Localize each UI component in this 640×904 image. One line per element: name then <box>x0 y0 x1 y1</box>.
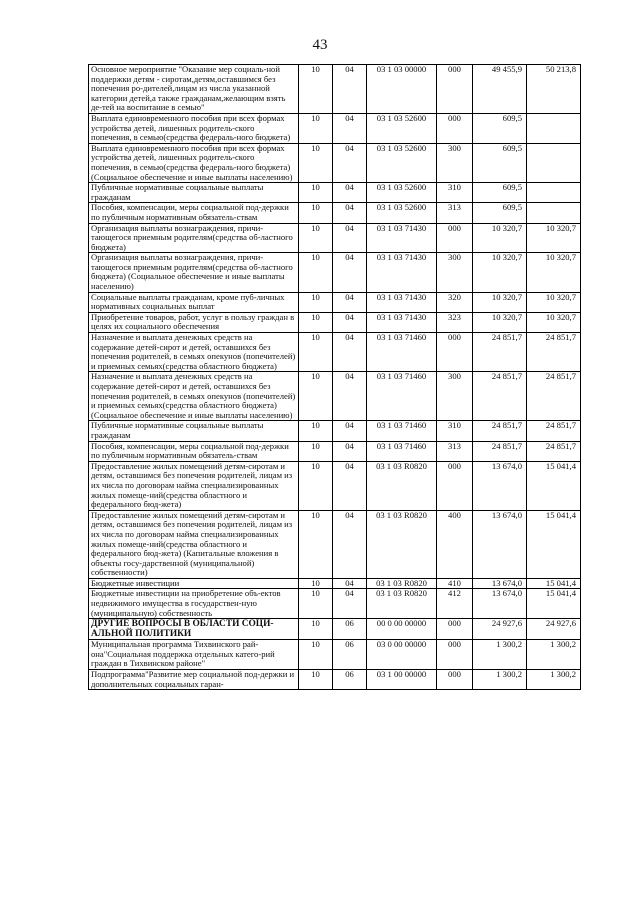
subsection-code-cell: 04 <box>333 510 367 578</box>
expense-type-cell: 323 <box>437 312 473 332</box>
amount-year1-cell: 609,5 <box>473 183 527 203</box>
subsection-code-cell: 04 <box>333 589 367 619</box>
amount-year2-cell <box>527 183 581 203</box>
table-row <box>89 619 581 640</box>
target-article-cell: 03 0 00 00000 <box>367 640 437 670</box>
section-code-cell: 10 <box>299 372 333 421</box>
row-name-cell: Организация выплаты вознаграждения, причи-тающегося приемным родителям(средства об-ластного бюджета) <box>89 223 299 253</box>
section-code-cell: 10 <box>299 183 333 203</box>
section-code-cell: 10 <box>299 203 333 223</box>
row-name-cell: Публичные нормативные социальные выплаты гражданам <box>89 183 299 203</box>
amount-year1-cell: 609,5 <box>473 113 527 143</box>
target-article-cell: 03 1 03 71430 <box>367 312 437 332</box>
section-code-cell: 10 <box>299 143 333 182</box>
target-article-cell: 03 1 03 71430 <box>367 223 437 253</box>
amount-year1-cell: 13 674,0 <box>473 510 527 578</box>
row-name-cell: Выплата единовременного пособия при всех формах устройства детей, лишенных родитель-ского попечения, в семью(средства федераль-ного бюджета) <box>89 113 299 143</box>
table-row <box>89 292 581 312</box>
row-name-cell: Муниципальная программа Тихвинского рай-она"Социальная поддержка отдельных катего-рий граждан в Тихвинском районе" <box>89 640 299 670</box>
expense-type-cell: 000 <box>437 333 473 372</box>
amount-year2-cell: 24 851,7 <box>527 372 581 421</box>
section-code-cell: 10 <box>299 640 333 670</box>
table-row <box>89 461 581 510</box>
table-row <box>89 223 581 253</box>
section-code-cell: 10 <box>299 253 333 292</box>
table-row <box>89 333 581 372</box>
row-name-cell: Приобретение товаров, работ, услуг в пользу граждан в целях их социального обеспечения <box>89 312 299 332</box>
subsection-code-cell: 04 <box>333 203 367 223</box>
section-code-cell: 10 <box>299 333 333 372</box>
table-row <box>89 589 581 619</box>
amount-year1-cell: 10 320,7 <box>473 223 527 253</box>
amount-year2-cell: 15 041,4 <box>527 589 581 619</box>
amount-year1-cell: 13 674,0 <box>473 461 527 510</box>
expense-type-cell: 410 <box>437 578 473 589</box>
expense-type-cell: 000 <box>437 461 473 510</box>
target-article-cell: 00 0 00 00000 <box>367 619 437 640</box>
row-name-cell: Подпрограмма"Развитие мер социальной под-держки и дополнительных социальных гаран- <box>89 670 299 690</box>
amount-year1-cell: 609,5 <box>473 203 527 223</box>
table-row <box>89 113 581 143</box>
subsection-code-cell: 04 <box>333 183 367 203</box>
budget-table-body <box>89 65 581 690</box>
expense-type-cell: 400 <box>437 510 473 578</box>
target-article-cell: 03 1 03 52600 <box>367 203 437 223</box>
amount-year2-cell: 10 320,7 <box>527 223 581 253</box>
expense-type-cell: 000 <box>437 670 473 690</box>
subsection-code-cell: 04 <box>333 143 367 182</box>
table-row <box>89 253 581 292</box>
row-name-cell: Назначение и выплата денежных средств на содержание детей-сирот и детей, оставшихся без попечения родителей, в семьях опекунов (попечителей) и приемных семьях(средства областного бюджета) (Социальное обеспечение и иные выплаты населению) <box>89 372 299 421</box>
target-article-cell: 03 1 03 00000 <box>367 65 437 114</box>
target-article-cell: 03 1 03 R0820 <box>367 461 437 510</box>
section-code-cell: 10 <box>299 312 333 332</box>
table-row <box>89 670 581 690</box>
row-name-cell: Предоставление жилых помещений детям-сиротам и детям, оставшимся без попечения родителей, лицам из их числа по договорам найма специализированных жилых помеще-ний(средства областного и федерального бюд-жета) (Капитальные вложения в объекты госу-дарственной (муниципальной) собственности) <box>89 510 299 578</box>
amount-year2-cell: 1 300,2 <box>527 640 581 670</box>
amount-year1-cell: 13 674,0 <box>473 589 527 619</box>
expense-type-cell: 313 <box>437 203 473 223</box>
table-row <box>89 510 581 578</box>
table-row <box>89 183 581 203</box>
amount-year2-cell <box>527 113 581 143</box>
table-row <box>89 578 581 589</box>
section-code-cell: 10 <box>299 461 333 510</box>
amount-year2-cell: 15 041,4 <box>527 578 581 589</box>
expense-type-cell: 300 <box>437 143 473 182</box>
expense-type-cell: 300 <box>437 372 473 421</box>
section-code-cell: 10 <box>299 510 333 578</box>
row-name-cell: Организация выплаты вознаграждения, причи-тающегося приемным родителям(средства об-ластного бюджета) (Социальное обеспечение и иные выплаты населению) <box>89 253 299 292</box>
row-name-cell: Бюджетные инвестиции на приобретение объ-ектов недвижимого имущества в государствен-ную (муниципальную) собственность <box>89 589 299 619</box>
amount-year1-cell: 24 851,7 <box>473 441 527 461</box>
amount-year2-cell <box>527 203 581 223</box>
subsection-code-cell: 04 <box>333 372 367 421</box>
amount-year1-cell: 10 320,7 <box>473 312 527 332</box>
row-name-cell: Бюджетные инвестиции <box>89 578 299 589</box>
target-article-cell: 03 1 03 52600 <box>367 143 437 182</box>
target-article-cell: 03 1 03 R0820 <box>367 510 437 578</box>
subsection-code-cell: 04 <box>333 461 367 510</box>
section-code-cell: 10 <box>299 619 333 640</box>
amount-year2-cell <box>527 143 581 182</box>
subsection-code-cell: 04 <box>333 441 367 461</box>
amount-year2-cell: 15 041,4 <box>527 510 581 578</box>
row-name-cell: Публичные нормативные социальные выплаты гражданам <box>89 421 299 441</box>
amount-year1-cell: 24 851,7 <box>473 421 527 441</box>
row-name-cell: ДРУГИЕ ВОПРОСЫ В ОБЛАСТИ СОЦИ-АЛЬНОЙ ПОЛИТИКИ <box>89 619 299 640</box>
expense-type-cell: 313 <box>437 441 473 461</box>
amount-year2-cell: 15 041,4 <box>527 461 581 510</box>
target-article-cell: 03 1 03 52600 <box>367 183 437 203</box>
subsection-code-cell: 04 <box>333 312 367 332</box>
amount-year2-cell: 1 300,2 <box>527 670 581 690</box>
row-name-cell: Назначение и выплата денежных средств на содержание детей-сирот и детей, оставшихся без попечения родителей, в семьях опекунов (попечителей) и приемных семьях(средства областного бюджета) <box>89 333 299 372</box>
expense-type-cell: 320 <box>437 292 473 312</box>
amount-year2-cell: 10 320,7 <box>527 292 581 312</box>
target-article-cell: 03 1 03 71460 <box>367 333 437 372</box>
expense-type-cell: 000 <box>437 619 473 640</box>
section-code-cell: 10 <box>299 441 333 461</box>
amount-year1-cell: 1 300,2 <box>473 640 527 670</box>
amount-year2-cell: 50 213,8 <box>527 65 581 114</box>
subsection-code-cell: 04 <box>333 223 367 253</box>
table-row <box>89 441 581 461</box>
amount-year1-cell: 10 320,7 <box>473 253 527 292</box>
expense-type-cell: 310 <box>437 421 473 441</box>
subsection-code-cell: 04 <box>333 333 367 372</box>
target-article-cell: 03 1 03 71460 <box>367 372 437 421</box>
subsection-code-cell: 06 <box>333 640 367 670</box>
table-row <box>89 421 581 441</box>
row-name-cell: Основное мероприятие "Оказание мер социаль-ной поддержки детям - сиротам,детям,оставшимся без попечения ро-дителей,лицам из числа указанной категории детей,а также гражданам,желающим взять де-тей на воспитание в семью" <box>89 65 299 114</box>
target-article-cell: 03 1 03 R0820 <box>367 578 437 589</box>
section-code-cell: 10 <box>299 292 333 312</box>
amount-year2-cell: 24 927,6 <box>527 619 581 640</box>
target-article-cell: 03 1 00 00000 <box>367 670 437 690</box>
expense-type-cell: 300 <box>437 253 473 292</box>
row-name-cell: Выплата единовременного пособия при всех формах устройства детей, лишенных родитель-ского попечения, в семью(средства федераль-ного бюджета) (Социальное обеспечение и иные выплаты населению) <box>89 143 299 182</box>
target-article-cell: 03 1 03 71430 <box>367 253 437 292</box>
amount-year2-cell: 10 320,7 <box>527 253 581 292</box>
amount-year2-cell: 10 320,7 <box>527 312 581 332</box>
amount-year1-cell: 24 927,6 <box>473 619 527 640</box>
amount-year1-cell: 24 851,7 <box>473 372 527 421</box>
expense-type-cell: 000 <box>437 65 473 114</box>
table-row <box>89 203 581 223</box>
subsection-code-cell: 04 <box>333 65 367 114</box>
subsection-code-cell: 04 <box>333 421 367 441</box>
amount-year1-cell: 13 674,0 <box>473 578 527 589</box>
expense-type-cell: 412 <box>437 589 473 619</box>
row-name-cell: Социальные выплаты гражданам, кроме пуб-личных нормативных социальных выплат <box>89 292 299 312</box>
amount-year1-cell: 1 300,2 <box>473 670 527 690</box>
table-row <box>89 143 581 182</box>
table-row <box>89 65 581 114</box>
subsection-code-cell: 06 <box>333 619 367 640</box>
section-code-cell: 10 <box>299 223 333 253</box>
section-code-cell: 10 <box>299 589 333 619</box>
table-row <box>89 640 581 670</box>
amount-year2-cell: 24 851,7 <box>527 441 581 461</box>
section-code-cell: 10 <box>299 421 333 441</box>
target-article-cell: 03 1 03 71460 <box>367 441 437 461</box>
amount-year1-cell: 10 320,7 <box>473 292 527 312</box>
row-name-cell: Предоставление жилых помещений детям-сиротам и детям, оставшимся без попечения родителей, лицам из их числа по договорам найма специализированных жилых помеще-ний(средства областного и федерального бюд-жета) <box>89 461 299 510</box>
table-row <box>89 312 581 332</box>
subsection-code-cell: 06 <box>333 670 367 690</box>
subsection-code-cell: 04 <box>333 578 367 589</box>
expense-type-cell: 000 <box>437 640 473 670</box>
target-article-cell: 03 1 03 71430 <box>367 292 437 312</box>
amount-year2-cell: 24 851,7 <box>527 421 581 441</box>
subsection-code-cell: 04 <box>333 253 367 292</box>
expense-type-cell: 000 <box>437 113 473 143</box>
subsection-code-cell: 04 <box>333 113 367 143</box>
section-code-cell: 10 <box>299 113 333 143</box>
expense-type-cell: 310 <box>437 183 473 203</box>
budget-table <box>88 64 581 690</box>
target-article-cell: 03 1 03 52600 <box>367 113 437 143</box>
section-code-cell: 10 <box>299 670 333 690</box>
page-number: 43 <box>312 37 328 53</box>
amount-year2-cell: 24 851,7 <box>527 333 581 372</box>
target-article-cell: 03 1 03 71460 <box>367 421 437 441</box>
amount-year1-cell: 24 851,7 <box>473 333 527 372</box>
row-name-cell: Пособия, компенсации, меры социальной под-держки по публичным нормативным обязатель-ствам <box>89 441 299 461</box>
row-name-cell: Пособия, компенсации, меры социальной под-держки по публичным нормативным обязатель-ствам <box>89 203 299 223</box>
expense-type-cell: 000 <box>437 223 473 253</box>
table-row <box>89 372 581 421</box>
section-code-cell: 10 <box>299 65 333 114</box>
subsection-code-cell: 04 <box>333 292 367 312</box>
target-article-cell: 03 1 03 R0820 <box>367 589 437 619</box>
section-code-cell: 10 <box>299 578 333 589</box>
amount-year1-cell: 609,5 <box>473 143 527 182</box>
amount-year1-cell: 49 455,9 <box>473 65 527 114</box>
